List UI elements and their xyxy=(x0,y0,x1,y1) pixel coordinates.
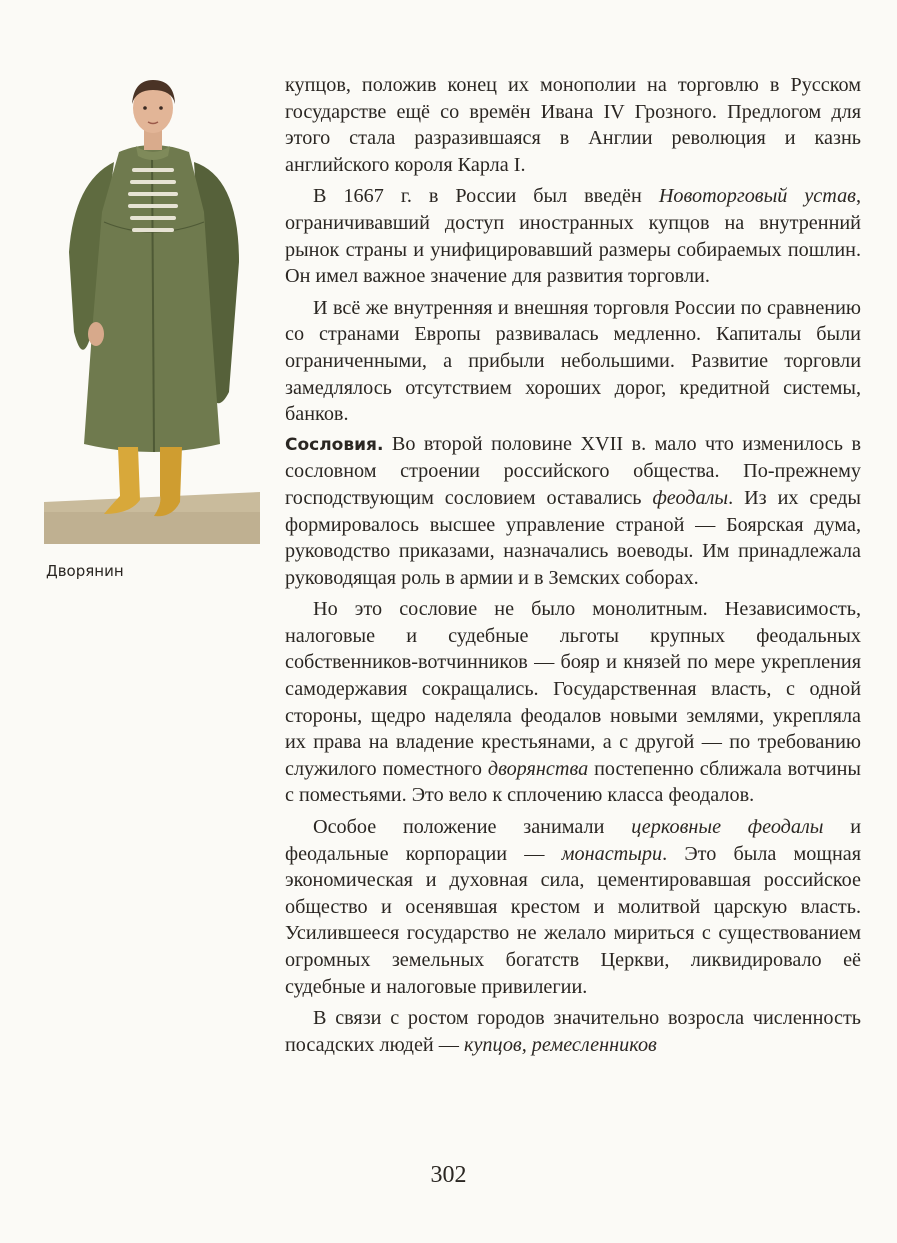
paragraph-1: купцов, положив конец их монополии на торговлю в Русском государстве ещё со времён Ивана IV Грозного. Предлогом для этого стала разразившаяся в Англии революция и казнь английского короля Карла I. xyxy=(285,74,861,176)
paragraph-3: И всё же внутренняя и внешняя торговля России по сравнению со странами Европы развивалась медленно. Капиталы были ограниченными, а прибыли небольшими. Развитие торговли замедлялось отсутствием хороших дорог, кредитной системы, банков. xyxy=(285,296,861,426)
main-text xyxy=(285,72,861,1063)
paragraph-estates: Сословия. Во второй половине XVII в. мало что изменилось в сословном строении российского общества. По-прежнему господствующим сословием оставались феодалы. Из их среды формировалось высшее управление страной — Боярская дума, руководство приказами, назначались воеводы. Им принадлежала руководящая роль в армии и в Земских соборах. xyxy=(285,432,861,589)
paragraph-6: Особое положение занимали церковные феодалы и феодальные корпорации — монастыри. Это была мощная экономическая и духовная сила, цементировавшая российское общество и осенявшая крестом и молитвой царскую власть. Усилившееся государство не желало мириться с существованием огромных земельных богатств Церкви, ликвидировало её судебные и налоговые привилегии. xyxy=(285,816,862,998)
nobleman-figure-svg xyxy=(44,72,260,544)
paragraph-5: Но это сословие не было монолитным. Независимость, налоговые и судебные льготы крупных феодальных собственников-вотчинников — бояр и князей по мере укрепления самодержавия сокращались. Государственная власть, с одной стороны, щедро наделяла феодалов новыми землями, укрепляла их права на владение крестьянами, а с другой — по требованию служилого поместного дворянства постепенно сближала вотчины с поместьями. Это вело к сплочению класса феодалов. xyxy=(285,598,861,807)
section-heading: Сословия. xyxy=(285,434,384,455)
page-number: 302 xyxy=(430,1162,467,1188)
nobleman-illustration xyxy=(44,72,260,544)
hand xyxy=(88,322,104,346)
figure-caption: Дворянин xyxy=(46,562,124,580)
paragraph-7: В связи с ростом городов значительно возросла численность посадских людей — купцов, ремесленников xyxy=(285,1007,861,1056)
paragraph-2: В 1667 г. в России был введён Новоторговый устав, ограничивавший доступ иностранных купцов на внутренний рынок страны и унифицировавший размеры собираемых пошлин. Он имел важное значение для развития торговли. xyxy=(285,185,861,288)
